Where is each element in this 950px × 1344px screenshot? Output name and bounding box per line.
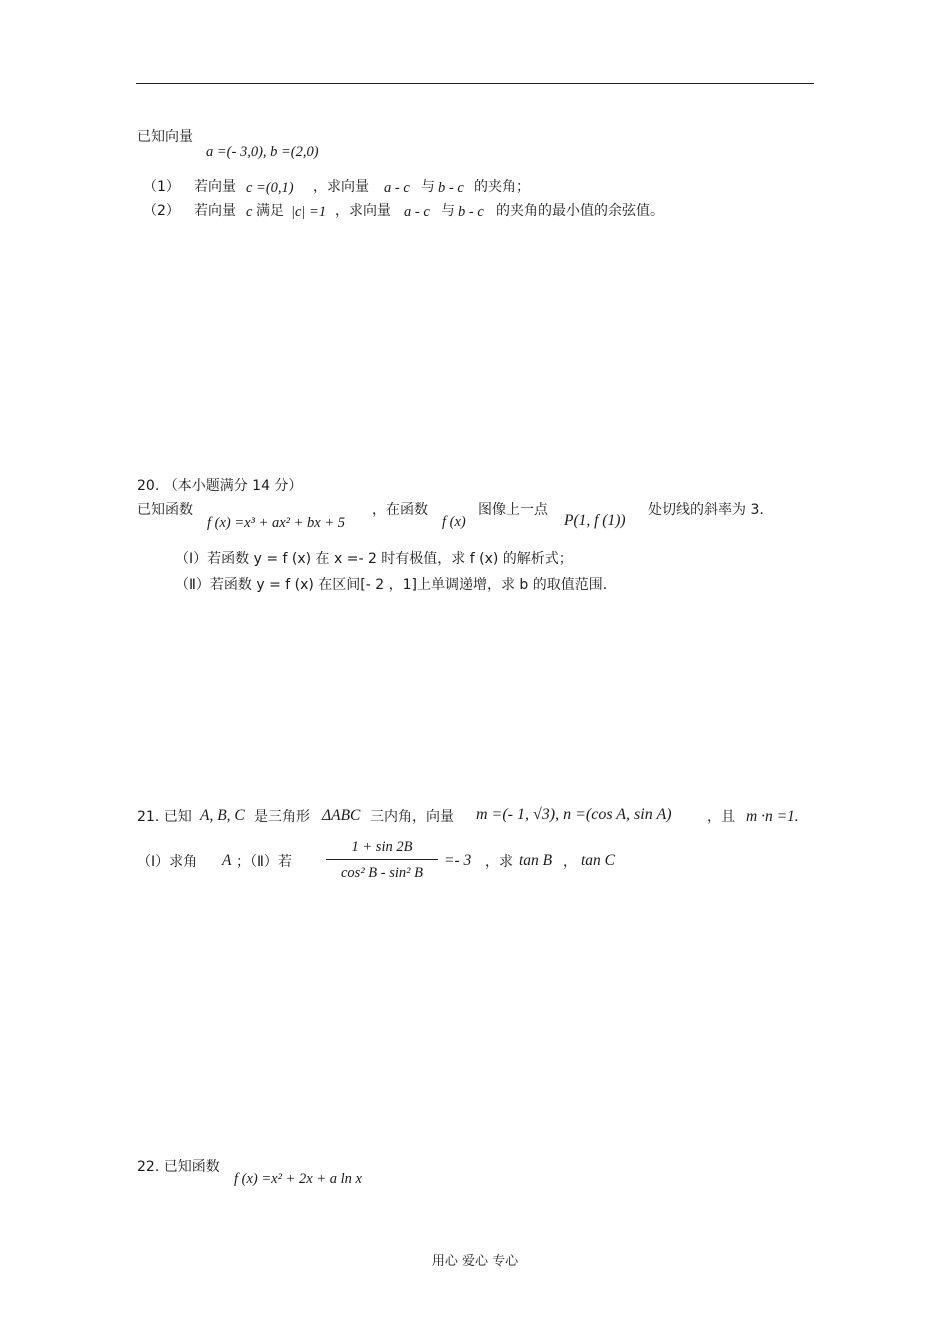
q21-equals: =- 3 [444, 852, 472, 869]
q19-part1-number: （1） [143, 179, 180, 195]
q20-intro: 已知函数 [137, 502, 193, 518]
q21-fraction-bar [326, 859, 438, 860]
q21-angle-A: A [222, 852, 232, 869]
q19-part1-bc: b - c [438, 180, 464, 196]
q21-line1-c: 三内角，向量 [370, 809, 454, 825]
q21-vectors: m =(- 1, √3), n =(cos A, sin A) [476, 806, 672, 823]
q21-tanB: tan B [519, 852, 553, 869]
q21-fraction-numerator: 1 + sin 2B [351, 839, 413, 855]
q20-mid-1: ，在函数 [372, 502, 428, 518]
q19-part1-text-b: ，求向量 [313, 179, 369, 195]
q21-tanC: tan C [581, 852, 616, 869]
q19-part2-number: （2） [143, 203, 180, 219]
q19-part2-text-b: 满足 [256, 203, 284, 219]
q21-line2-b: ；（Ⅱ）若 [236, 854, 292, 870]
q19-part2-text-d: 的夹角的最小值的余弦值。 [496, 203, 664, 219]
q19-part1-text-a: 若向量 [194, 179, 236, 195]
q19-part2-yu: 与 [441, 203, 455, 219]
q19-part2-bc: b - c [458, 204, 484, 220]
q19-part2-c: c [246, 204, 253, 220]
q20-mid-2: 图像上一点 [478, 502, 548, 518]
q21-line1-d: ，且 [707, 809, 735, 825]
q19-part2-ac: a - c [404, 204, 430, 220]
q19-part1-ac: a - c [384, 180, 410, 196]
q19-part1-text-c: 的夹角； [474, 179, 530, 195]
page-footer: 用心 爱心 专心 [431, 1254, 519, 1269]
q22-function: f (x) =x² + 2x + a ln x [234, 1171, 362, 1187]
q19-part1-c: c =(0,1) [246, 180, 294, 196]
q21-line2-c: ，求 [485, 854, 513, 870]
q19-intro: 已知向量 [137, 129, 193, 145]
q20-function: f (x) =x³ + ax² + bx + 5 [207, 515, 346, 531]
q20-part2: （Ⅱ）若函数 y = f (x) 在区间[- 2 ，1]上单调递增，求 b 的取值范围． [175, 577, 617, 593]
q22-intro: 22. 已知函数 [137, 1159, 220, 1175]
header-rule [136, 83, 814, 84]
q21-triangle: ΔABC [322, 807, 361, 824]
q20-point: P(1, f (1)) [564, 512, 626, 529]
q20-header: 20. （本小题满分 14 分） [137, 478, 303, 494]
q19-part1-yu: 与 [421, 179, 435, 195]
q21-line2-a: （Ⅰ）求角 [137, 854, 198, 870]
q21-line2-sep: ， [563, 854, 577, 870]
q20-end: 处切线的斜率为 3. [648, 502, 764, 518]
q21-dot-product: m ·n =1. [746, 808, 799, 825]
q21-abc: A, B, C [200, 807, 245, 824]
q19-part2-condition: |c| =1 [291, 204, 327, 220]
q21-line1-a: 21. 已知 [137, 809, 192, 825]
q19-part2-text-c: ，求向量 [335, 203, 391, 219]
q21-line1-b: 是三角形 [254, 809, 310, 825]
q21-fraction-denominator: cos² B - sin² B [341, 865, 423, 881]
q20-fx: f (x) [442, 514, 466, 530]
q19-given: a =(- 3,0), b =(2,0) [206, 144, 319, 160]
q19-part2-text-a: 若向量 [194, 203, 236, 219]
q20-part1: （Ⅰ）若函数 y = f (x) 在 x =- 2 时有极值，求 f (x) 的解析式； [175, 551, 573, 567]
